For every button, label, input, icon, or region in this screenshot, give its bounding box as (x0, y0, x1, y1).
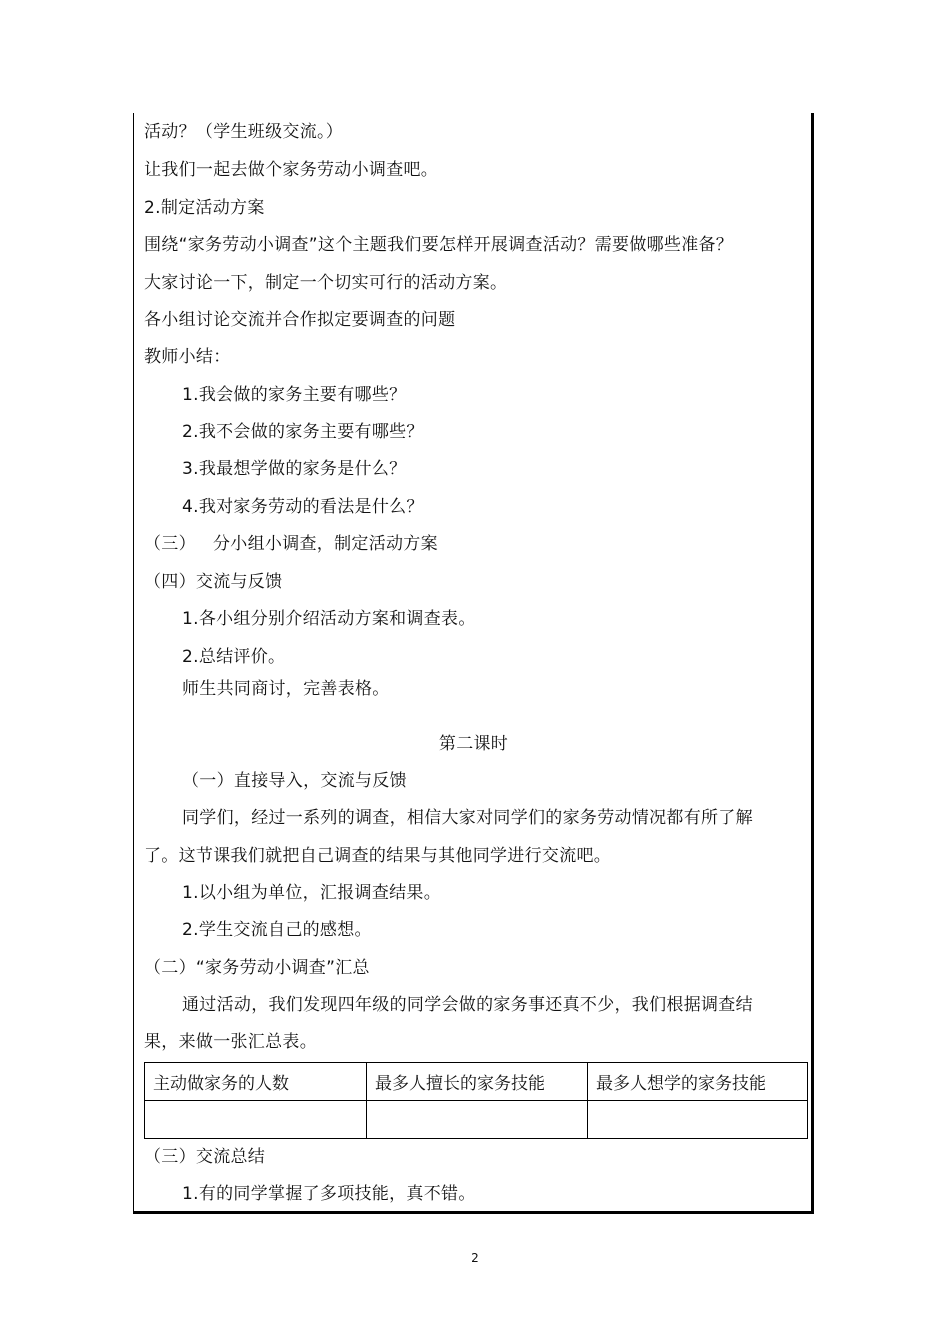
text-line: 果，来做一张汇总表。 (144, 1032, 317, 1052)
text-line: 了。这节课我们就把自己调查的结果与其他同学进行交流吧。 (144, 846, 612, 866)
list-item: 2.总结评价。 (182, 647, 286, 667)
table-cell (588, 1101, 808, 1139)
table-cell (145, 1101, 367, 1139)
text-line: 师生共同商讨，完善表格。 (182, 679, 390, 699)
list-item: 1.以小组为单位，汇报调查结果。 (182, 883, 442, 903)
section-heading: （四）交流与反馈 (144, 572, 283, 592)
section-heading: 2.制定活动方案 (144, 198, 265, 218)
list-item: 2.学生交流自己的感想。 (182, 920, 372, 940)
section-heading: （一）直接导入，交流与反馈 (182, 771, 407, 791)
text-line: 让我们一起去做个家务劳动小调查吧。 (144, 160, 439, 180)
text-line: 活动？（学生班级交流。） (144, 122, 344, 142)
text-line: 各小组讨论交流并合作拟定要调查的问题 (144, 310, 456, 330)
section-heading: （三） 分小组小调查，制定活动方案 (144, 534, 438, 554)
text-line: 教师小结： (144, 347, 231, 367)
text-line: 大家讨论一下，制定一个切实可行的活动方案。 (144, 273, 508, 293)
table-row (145, 1101, 808, 1139)
list-item: 3.我最想学做的家务是什么？ (182, 459, 407, 479)
list-item: 4.我对家务劳动的看法是什么？ (182, 497, 424, 517)
text-line: 通过活动，我们发现四年级的同学会做的家务事还真不少，我们根据调查结 (182, 995, 753, 1015)
table-cell (367, 1101, 588, 1139)
text-line: 围绕“家务劳动小调查”这个主题我们要怎样开展调查活动？需要做哪些准备？ (144, 235, 734, 255)
table-header-cell: 最多人擅长的家务技能 (367, 1063, 588, 1101)
section-heading: （二）“家务劳动小调查”汇总 (144, 958, 370, 978)
lesson-title: 第二课时 (438, 734, 509, 754)
text-line: 同学们，经过一系列的调查，相信大家对同学们的家务劳动情况都有所了解 (182, 808, 753, 828)
table-header-cell: 主动做家务的人数 (145, 1063, 367, 1101)
summary-table (144, 1062, 808, 1139)
section-heading: （三）交流总结 (144, 1147, 266, 1167)
table-header-cell: 最多人想学的家务技能 (588, 1063, 808, 1101)
page-number: 2 (471, 1251, 479, 1265)
list-item: 2.我不会做的家务主要有哪些？ (182, 422, 424, 442)
table-header-row (145, 1063, 808, 1101)
list-item: 1.我会做的家务主要有哪些？ (182, 385, 407, 405)
list-item: 1.有的同学掌握了多项技能，真不错。 (182, 1184, 476, 1204)
list-item: 1.各小组分别介绍活动方案和调查表。 (182, 609, 476, 629)
